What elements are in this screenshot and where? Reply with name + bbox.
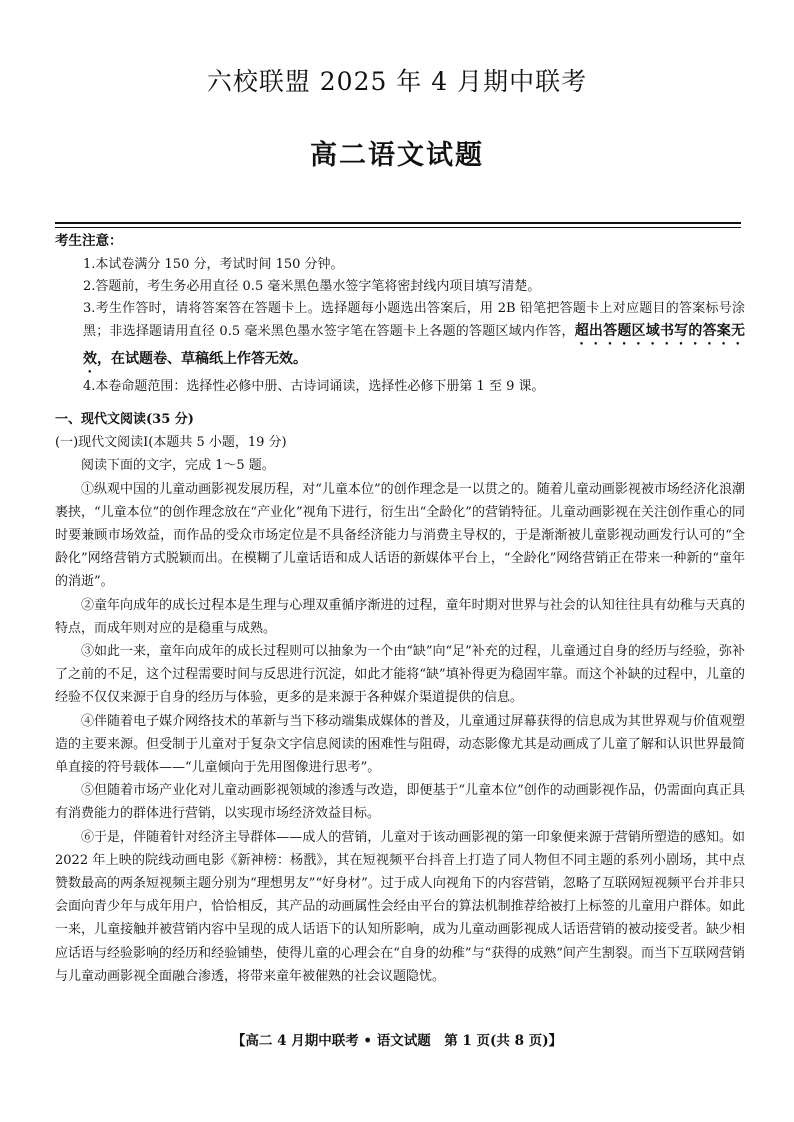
paragraph-1: ①纵观中国的儿童动画影视发展历程，对“儿童本位”的创作理念是一以贯之的。随着儿童动画影视被市场经济化浪潮裹挟，“儿童本位”的创作理念放在“产业化”视角下进行，衍生出“全龄化”的营销特征。儿童动画影视在关注创作重心的同时要兼顾市场效益，而作品的受众市场定位是不具备经济能力与消费主导权的，于是渐渐被儿童影视动画发行认可的“全龄化”网络营销方式脱颖而出。在模糊了儿童话语和成人话语的新媒体平台上，“全龄化”网络营销正在带来一种新的“童年的消逝”。 [55,481,745,590]
page-footer: 【高二 4 月期中联考 • 语文试题 第 1 页(共 8 页)】 [231,1033,563,1049]
paragraph-3: ③如此一来，童年向成年的成长过程则可以抽象为一个由“缺”向“足”补充的过程，儿童通过自身的经历与经验，弥补了之前的不足，这个过程需要时间与反思进行沉淀，如此才能将“缺”填补得更为稳固牢靠。而这个补缺的过程中，儿童的经验不仅仅来源于自身的经历与体验，更多的是来源于各种媒介渠道提供的信息。 [55,644,745,706]
paragraph-6: ⑥于是，伴随着针对经济主导群体——成人的营销，儿童对于该动画影视的第一印象便来源于营销所塑造的感知。如 2022 年上映的院线动画电影《新神榜：杨戬》，其在短视频平台抖音上打造了同人物但不同主题的系列小剧场，其中点赞数最高的两条短视频主题分别为“理想男友”“好身材”。过于成人向视角下的内容营销，忽略了互联网短视频平台并非只会面向青少年与成年用户，恰恰相反，其产品的动画属性会经由平台的算法机制推荐给被打上标签的儿童用户群体。如此一来，儿童接触并被营销内容中呈现的成人话语下的认知所影响，成为儿童动画影视成人话语营销的被动接受者。缺少相应话语与经验影响的经历和经验铺垫，使得儿童的心理会在“自身的幼稚”与“获得的成熟”间产生割裂。而当下互联网营销与儿童动画影视全面融合渗透，将带来童年被催熟的社会议题隐忧。 [55,829,745,984]
notice-heading: 考生注意： [55,233,123,249]
subject-title: 高二语文试题 [310,140,484,171]
notice-item-3-emphasis-1: 超出答题区域书写的答案无效 [83,323,745,367]
notice-item-2: 2.答题前，考生务必用直径 0.5 毫米黑色墨水签字笔将密封线内项目填写清楚。 [83,279,541,294]
section-heading: 一、现代文阅读(35 分) [55,412,194,427]
candidate-notice [55,230,745,398]
notice-item-3-emphasis-2: 在试题卷、草稿纸上作答无效 [111,351,293,367]
exam-title: 六校联盟 2025 年 4 月期中联考 [206,67,588,96]
notice-item-4: 4.本卷命题范围：选择性必修中册、古诗词诵读，选择性必修下册第 1 至 9 课。 [83,379,545,394]
reading-section [55,408,745,988]
reading-instruction: 阅读下面的文字，完成 1～5 题。 [81,458,275,474]
notice-item-3-period: 。 [293,351,307,367]
section-subheading: (一)现代文阅读Ⅰ(本题共 5 小题，19 分) [55,435,287,451]
paragraph-4: ④伴随着电子媒介网络技术的革新与当下移动端集成媒体的普及，儿童通过屏幕获得的信息成为其世界观与价值观塑造的主要来源。但受制于儿童对于复杂文字信息阅读的困难性与阻碍，动态影像尤其是动画成了儿童了解和认识世界最简单直接的符号载体——“儿童倾向于先用图像进行思考”。 [55,713,745,776]
paragraph-2: ②童年向成年的成长过程本是生理与心理双重循序渐进的过程，童年时期对世界与社会的认知往往具有幼稚与天真的特点，而成年则对应的是稳重与成熟。 [55,597,745,636]
notice-item-1: 1.本试卷满分 150 分，考试时间 150 分钟。 [83,257,344,272]
header-divider-thin [55,227,741,228]
notice-item-3-text: 3.考生作答时，请将答案答在答题卡上。选择题每小题选出答案后，用 2B 铅笔把答题卡上对应题目的答案标号涂黑；非选择题请用直径 0.5 毫米黑色墨水签字笔在答题卡上各题的答题区域内作答， [83,301,745,339]
paragraph-5: ⑤但随着市场产业化对儿童动画影视领域的渗透与改造，即便基于“儿童本位”创作的动画影视作品，仍需面向真正具有消费能力的群体进行营销，以实现市场经济效益目标。 [55,783,745,822]
header-divider-thick [55,222,741,224]
notice-item-3-comma: ， [97,351,111,367]
notice-item-3 [55,298,745,376]
